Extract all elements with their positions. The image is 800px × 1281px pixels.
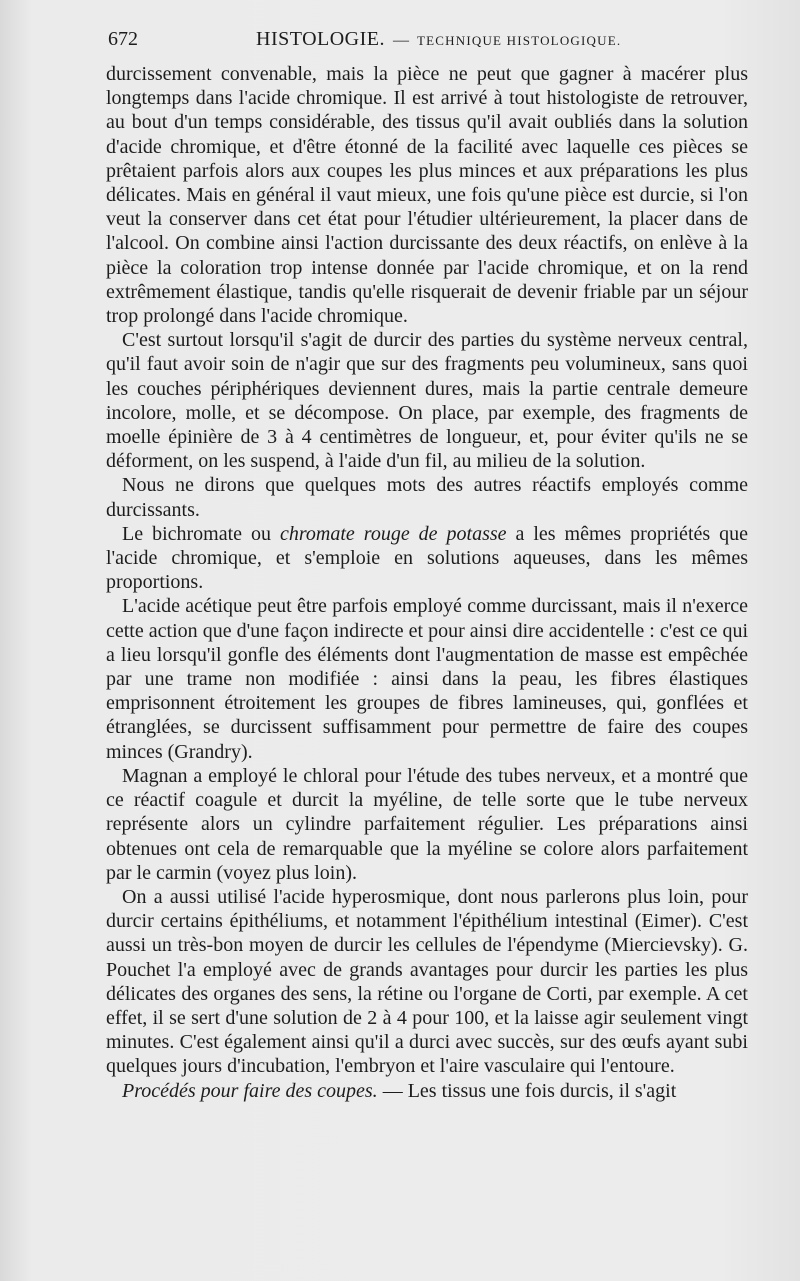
section-heading: Procédés pour faire des coupes. <box>122 1079 378 1102</box>
paragraph: Nous ne dirons que quelques mots des autres réactifs employés comme durcissants. <box>106 474 748 521</box>
text-run: — Les tissus une fois durcis, il s'agit <box>377 1079 677 1102</box>
running-title-separator: — <box>393 32 410 49</box>
paragraph: durcissement convenable, mais la pièce ne peut que gagner à macérer plus longtemps dans l'acide chromique. Il est arrivé à tout histologiste de retrouver, au bout d'un temps considérable, des tissus qu'il avait oubliés dans la solution d'acide chromique, et d'être étonné de la facilité avec laquelle ces pièces se prêtaient parfois alors aux coupes les plus minces et aux préparations les plus délicates. Mais en général il vaut mieux, une fois qu'une pièce est durcie, si l'on veut la conserver dans cet état pour l'étudier ultérieurement, la placer dans de l'alcool. On combine ainsi l'action durcissante des deux réactifs, on enlève à la pièce la coloration trop intense donnée par l'acide chromique, et on la rend extrêmement élastique, tandis qu'elle risquerait de devenir friable par un séjour trop prolongé dans l'acide chromique. <box>106 63 748 328</box>
paragraph: On a aussi utilisé l'acide hyperosmique, dont nous parlerons plus loin, pour durcir certains épithéliums, et notamment l'épithélium intestinal (Eimer). C'est aussi un très-bon moyen de durcir les cellules de l'épendyme (Miercievsky). G. Pouchet l'a employé avec de grands avantages pour durcir les parties les plus délicates des organes des sens, la rétine ou l'organe de Corti, par exemple. A cet effet, il se sert d'une solution de 2 à 4 pour 100, et la laisse agir seulement vingt minutes. C'est également ainsi qu'il a durci avec succès, sur des œufs ayant subi quelques jours d'incubation, l'embryon et l'aire vasculaire qui l'entoure. <box>106 885 748 1078</box>
paragraph-bichromate <box>106 522 748 595</box>
page-header <box>108 28 748 60</box>
paragraph: Magnan a employé le chloral pour l'étude des tubes nerveux, et a montré que ce réactif coagule et durcit la myéline, de telle sorte que le tube nerveux représente alors un cylindre parfaitement régulier. Les préparations ainsi obtenues ont cela de remarquable que la myéline se colore alors parfaitement par le carmin (voyez plus loin). <box>106 764 748 884</box>
text-run: a les mêmes propriétés que l'acide chromique, et s'emploie en solutions aqueuses, dans les mêmes proportions. <box>106 522 749 594</box>
paragraph: C'est surtout lorsqu'il s'agit de durcir des parties du système nerveux central, qu'il faut avoir soin de n'agir que sur des fragments peu volumineux, sans quoi les couches périphériques deviennent dures, mais la partie centrale demeure incolore, molle, et se décompose. On place, par exemple, des fragments de moelle épinière de 3 à 4 centimètres de longueur, et, pour éviter qu'ils ne se déforment, on les suspend, à l'aide d'un fil, au milieu de la solution. <box>106 329 748 473</box>
paragraph: L'acide acétique peut être parfois employé comme durcissant, mais il n'exerce cette action que d'une façon indirecte et pour ainsi dire accidentelle : c'est ce qui a lieu lorsqu'il gonfle des éléments dont l'augmentation de masse est empêchée par une trame non modifiée : ainsi dans la peau, les fibres élastiques emprisonnent étroitement les groupes de fibres lamineuses, qui, gonflées et étranglées, se durcissent suffisamment pour permettre de faire des coupes minces (Grandry). <box>106 595 748 763</box>
paragraph-procedes <box>106 1079 748 1103</box>
body-text <box>106 62 748 1103</box>
text-run: Le bichromate ou <box>122 522 280 545</box>
running-subtitle: TECHNIQUE HISTOLOGIQUE. <box>417 33 622 48</box>
page-number: 672 <box>108 28 138 50</box>
running-title: HISTOLOGIE. <box>256 28 386 50</box>
italic-term: chromate rouge de potasse <box>280 522 507 545</box>
